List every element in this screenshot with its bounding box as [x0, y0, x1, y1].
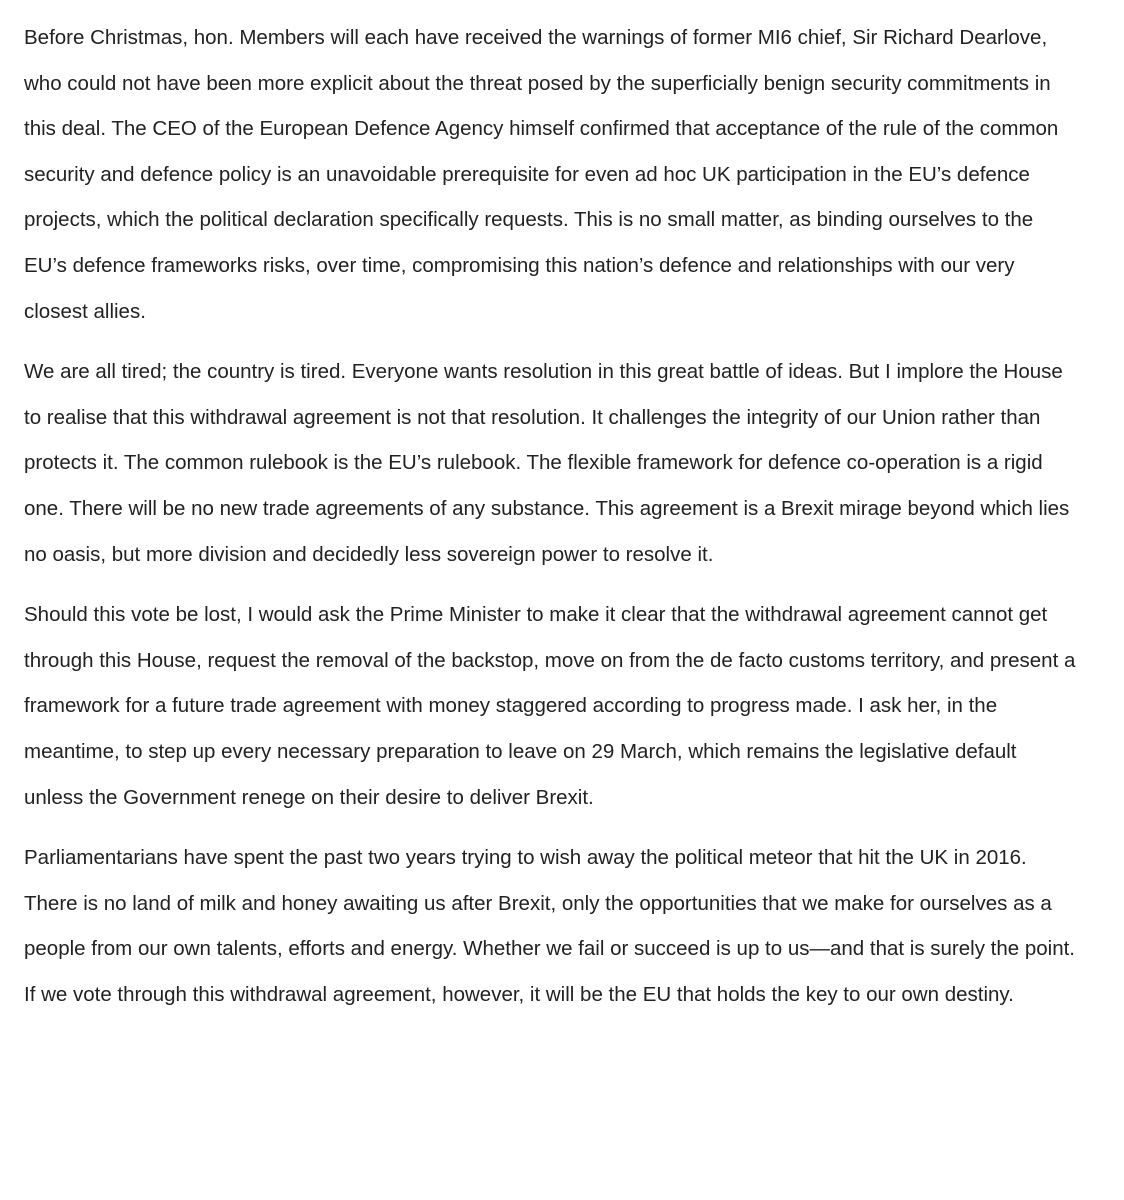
paragraph-2: We are all tired; the country is tired. Everyone wants resolution in this great battle of ideas. But I implore the House to realise that this withdrawal agreement is not that resolution. It challenges the integrity of our Union rather than protects it. The common rulebook is the EU’s rulebook. The flexible framework for defence co-operation is a rigid one. There will be no new trade agreements of any substance. This agreement is a Brexit mirage beyond which lies no oasis, but more division and decidedly less sovereign power to resolve it. — [24, 360, 1070, 566]
paragraph-4: Parliamentarians have spent the past two years trying to wish away the political meteor that hit the UK in 2016. There is no land of milk and honey awaiting us after Brexit, only the opportunities that we make for ourselves as a people from our own talents, efforts and energy. Whether we fail or succeed is up to us—and that is surely the point. If we vote through this withdrawal agreement, however, it will be the EU that holds the key to our own destiny. — [24, 846, 1076, 1006]
paragraph-3: Should this vote be lost, I would ask the Prime Minister to make it clear that the withdrawal agreement cannot get through this House, request the removal of the backstop, move on from the de facto customs territory, and present a framework for a future trade agreement with money staggered according to progress made. I ask her, in the meantime, to step up every necessary preparation to leave on 29 March, which remains the legislative default unless the Government renege on their desire to deliver Brexit. — [24, 603, 1076, 809]
paragraph-1: Before Christmas, hon. Members will each have received the warnings of former MI6 chief, Sir Richard Dearlove, who could not have been more explicit about the threat posed by the superficially benign security commitments in this deal. The CEO of the European Defence Agency himself confirmed that acceptance of the rule of the common security and defence policy is an unavoidable prerequisite for even ad hoc UK participation in the EU’s defence projects, which the political declaration specifically requests. This is no small matter, as binding ourselves to the EU’s defence frameworks risks, over time, compromising this nation’s defence and relationships with our very closest allies. — [24, 26, 1059, 323]
